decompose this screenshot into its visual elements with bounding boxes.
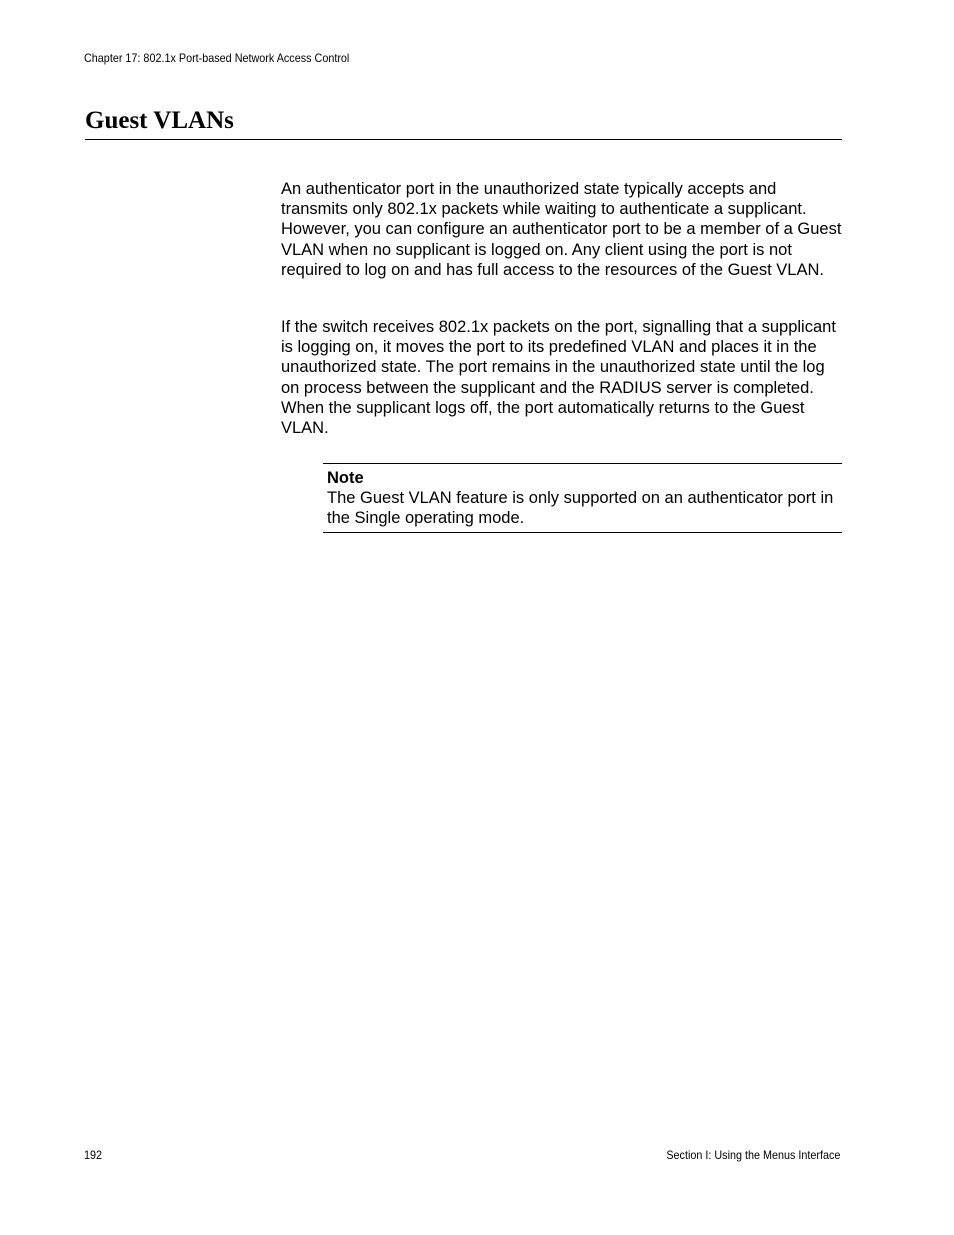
note-label: Note xyxy=(327,469,364,487)
body-paragraph-2: If the switch receives 802.1x packets on the port, signalling that a supplicant is logging on, it moves the port to its predefined VLAN and places it in the unauthorized state. The port remains in the unauthorized state until the log on process between the supplicant and the RADIUS server is completed. When the supplicant logs off, the port automatically returns to the Guest VLAN. xyxy=(281,318,836,438)
footer-section-title: Section I: Using the Menus Interface xyxy=(665,1148,840,1162)
note-box xyxy=(323,463,842,533)
page-number: 192 xyxy=(84,1148,103,1162)
note-text: The Guest VLAN feature is only supported on an authenticator port in the Single operating mode. xyxy=(327,489,834,528)
title-divider xyxy=(85,139,842,140)
section-title: Guest VLANs xyxy=(85,107,234,134)
body-paragraph-1: An authenticator port in the unauthorized state typically accepts and transmits only 802.1x packets while waiting to authenticate a supplicant. However, you can configure an authenticator port to be a member of a Guest VLAN when no supplicant is logged on. Any client using the port is not required to log on and has full access to the resources of the Guest VLAN. xyxy=(281,180,842,279)
running-header: Chapter 17: 802.1x Port-based Network Access Control xyxy=(84,51,350,65)
